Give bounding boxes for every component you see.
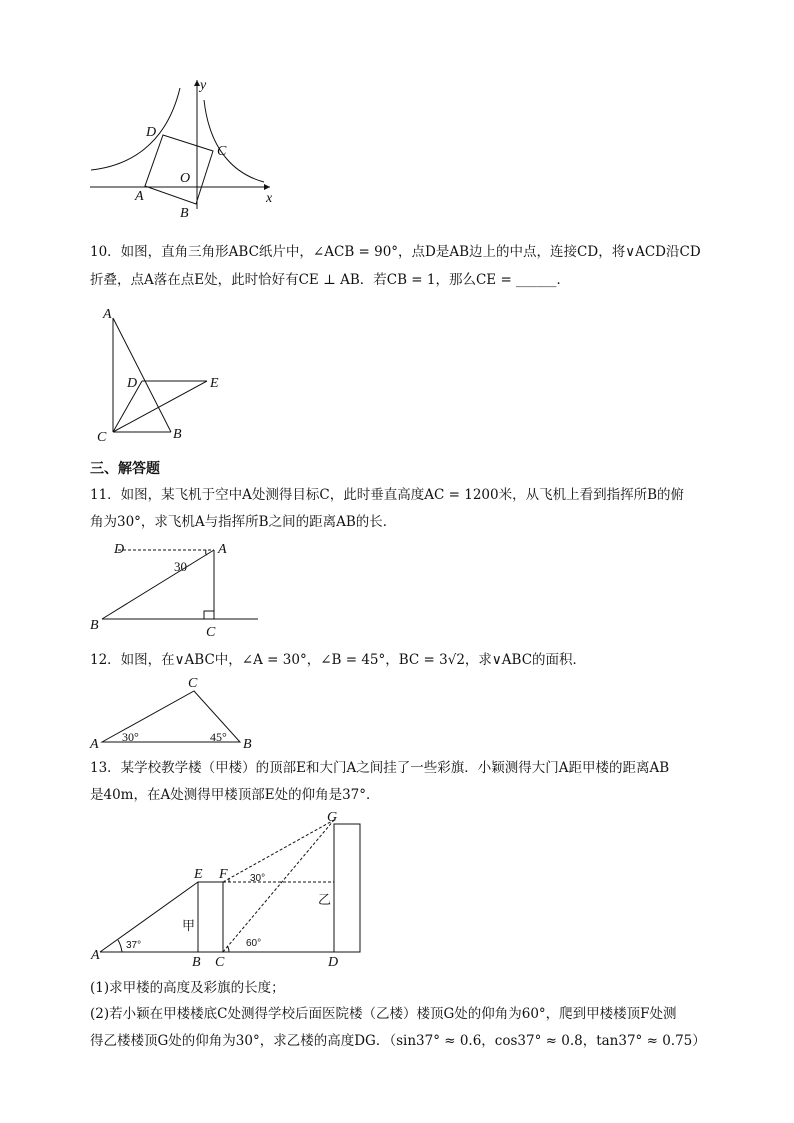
section-title: 三、解答题: [90, 461, 160, 477]
label-yi: 乙: [318, 893, 332, 908]
label-C: C: [97, 430, 107, 445]
label-A: A: [218, 542, 227, 557]
q13-part1: (1)求甲楼的高度及彩旗的长度；: [90, 980, 285, 996]
label-E: E: [210, 376, 219, 391]
q13-line2: 是40m，在A处测得甲楼顶部E处的仰角是37°．: [90, 787, 380, 803]
label-B: B: [90, 618, 99, 633]
label-G: G: [327, 810, 338, 825]
label-D: D: [146, 125, 157, 140]
q13-part2-line2: 得乙楼楼顶G处的仰角为30°，求乙楼的高度DG．（sin37° ≈ 0.6，cos37° ≈ 0.8，tan37° ≈ 0.75）: [90, 1033, 706, 1049]
q13-line1: 13．某学校教学楼（甲楼）的顶部E和大门A之间挂了一些彩旗．小颖测得大门A距甲楼的距离AB: [90, 760, 670, 776]
angle-37: 37°: [126, 940, 142, 951]
label-O: O: [180, 171, 191, 186]
label-B: B: [243, 737, 252, 752]
q10-line2: 折叠，点A落在点E处，此时恰好有CE ⊥ AB．若CB = 1，那么CE = ______．: [90, 272, 571, 288]
label-D: D: [114, 542, 125, 557]
label-E: E: [194, 867, 203, 882]
label-A: A: [135, 189, 144, 204]
label-x: x: [266, 191, 273, 206]
angle-30: 30°: [250, 873, 266, 884]
label-A: A: [90, 737, 99, 752]
q11-line1: 11．如图，某飞机于空中A处测得目标C，此时垂直高度AC = 1200米，从飞机上看到指挥所B的俯: [90, 487, 685, 503]
label-jia: 甲: [182, 919, 196, 934]
angle-30: 30: [174, 559, 187, 574]
label-C: C: [188, 676, 198, 691]
label-B: B: [173, 427, 182, 442]
figure-q13: [88, 808, 378, 973]
figure-q11: [88, 538, 268, 640]
label-y: y: [200, 78, 207, 93]
label-D: D: [328, 955, 339, 970]
label-B: B: [180, 206, 189, 221]
figure-q9: [88, 76, 288, 221]
q12-line1: 12．如图，在∨ABC中，∠A = 30°，∠B = 45°，BC = 3√2，求∨ABC的面积．: [90, 652, 587, 668]
figure-q12: [88, 675, 268, 755]
angle-60: 60°: [246, 938, 262, 949]
label-A: A: [91, 948, 100, 963]
label-F: F: [219, 867, 228, 882]
label-D: D: [127, 376, 138, 391]
figure-q10: [95, 305, 235, 445]
q10-line1: 10．如图，直角三角形ABC纸片中，∠ACB = 90°，点D是AB边上的中点，连接CD，将∨ACD沿CD: [90, 244, 701, 260]
q11-line2: 角为30°，求飞机A与指挥所B之间的距离AB的长．: [90, 514, 397, 530]
angle-B: 45°: [210, 730, 227, 744]
label-B: B: [192, 955, 201, 970]
q13-part2-line1: (2)若小颖在甲楼楼底C处测得学校后面医院楼（乙楼）楼顶G处的仰角为60°，爬到甲楼楼顶F处测: [90, 1006, 677, 1022]
label-C: C: [206, 625, 216, 640]
label-A: A: [103, 307, 112, 322]
label-C: C: [217, 144, 227, 159]
angle-A: 30°: [122, 730, 139, 744]
label-C: C: [215, 955, 225, 970]
